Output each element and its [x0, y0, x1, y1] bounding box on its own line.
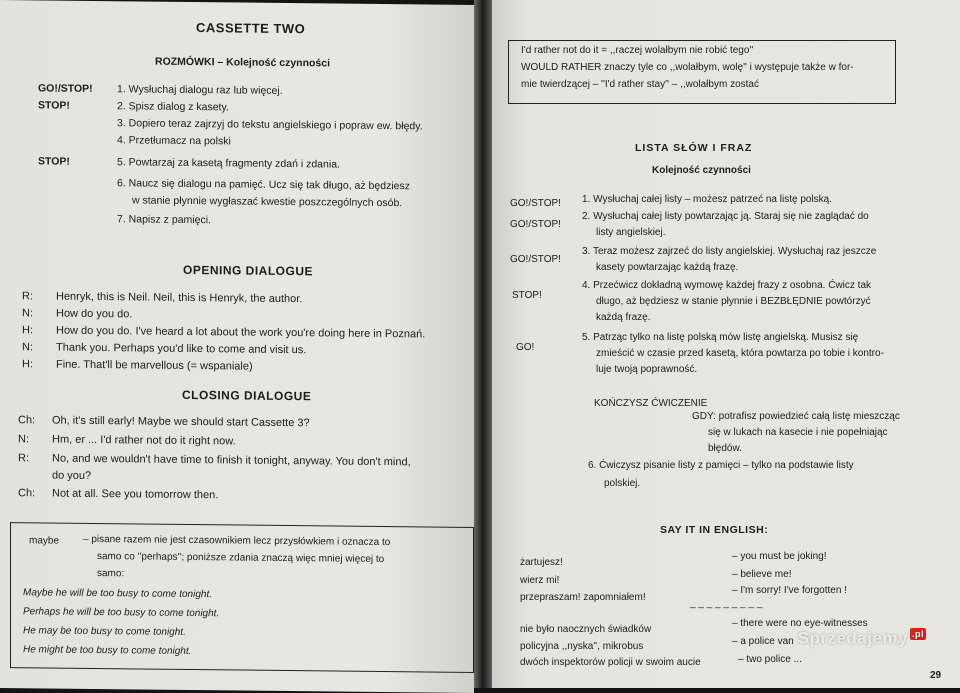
phrase-polish: dwóch inspektorów policji w swoim aucie	[520, 657, 701, 668]
phrase-english: – a police van	[732, 636, 794, 647]
step-text: luje twoją poprawność.	[596, 364, 698, 375]
line-text: How do you do. I've heard a lot about the work you're doing here in Poznań.	[56, 324, 426, 341]
step-text: 2. Wysłuchaj całej listy powtarzając ją. Staraj się nie zaglądać do	[582, 211, 869, 222]
dialogue-line	[22, 307, 132, 320]
closing-dialogue-title: CLOSING DIALOGUE	[182, 387, 312, 404]
phrase-english: – you must be joking!	[732, 551, 827, 562]
example-sentence: Perhaps he will be too busy to come tonight.	[23, 606, 220, 620]
phrase-polish: policyjna ,,nyska'', mikrobus	[520, 641, 644, 652]
dialogue-line	[18, 433, 236, 447]
speaker: H:	[22, 324, 33, 337]
note-text: – pisane razem nie jest czasownikiem lecz przysłówkiem i oznacza to	[83, 533, 391, 549]
note-word: maybe	[29, 535, 60, 547]
book-gutter	[474, 0, 492, 688]
example-sentence: He may be too busy to come tonight.	[23, 625, 186, 638]
speaker: H:	[22, 358, 33, 371]
note-text: I'd rather not do it = ,,raczej wolałbym nie robić tego''	[521, 45, 754, 56]
step-text: kasety powtarzając każdą frazę.	[596, 262, 739, 273]
step-text: każdą frazę.	[596, 312, 651, 323]
step-text: 2. Spisz dialog z kasety.	[117, 100, 229, 114]
watermark-logo	[798, 628, 926, 649]
line-text: No, and we wouldn't have time to finish it tonight, anyway. You don't mind,	[52, 452, 411, 469]
page-title: CASSETTE TWO	[196, 20, 306, 37]
step-text: 4. Przećwicz dokładną wymowę każdej frazy z osobna. Ćwicz tak	[582, 280, 872, 291]
dialogue-line: do you?	[52, 469, 92, 482]
line-text: How do you do.	[56, 307, 133, 321]
right-page	[492, 0, 960, 688]
watermark-badge: .pl	[912, 629, 924, 639]
step-label: STOP!	[38, 99, 70, 112]
phrase-polish: wierz mi!	[520, 575, 560, 586]
step-label: STOP!	[512, 290, 542, 301]
note-text: samo co ''perhaps''; poniższe zdania znaczą więc mniej więcej to	[97, 551, 385, 566]
step-label: GO!/STOP!	[510, 198, 561, 209]
phrase-polish: przepraszam! zapomniałem!	[520, 592, 646, 603]
phrase-english: – I'm sorry! I've forgotten !	[732, 585, 847, 596]
step-text: 3. Teraz możesz zajrzeć do listy angielskiej. Wysłuchaj raz jeszcze	[582, 246, 877, 257]
step-text: w stanie płynnie wygłaszać kwestie poszczególnych osób.	[132, 194, 403, 210]
phrase-polish: żartujesz!	[520, 557, 563, 568]
opening-dialogue-title: OPENING DIALOGUE	[183, 262, 314, 279]
line-text: Hm, er ... I'd rather not do it right now.	[52, 433, 236, 448]
page-number: 29	[930, 670, 942, 681]
line-text: Henryk, this is Neil. Neil, this is Henryk, the author.	[56, 290, 303, 306]
step-label: GO!/STOP!	[510, 219, 561, 230]
dialogue-line	[18, 487, 218, 501]
speaker: N:	[22, 341, 33, 354]
condition-text: błędów.	[708, 443, 742, 454]
step-text: zmieścić w czasie przed kasetą, która powtarza po tobie i kontro-	[596, 348, 884, 359]
step-text: listy angielskiej.	[596, 227, 666, 238]
step-text: 6. Ćwiczysz pisanie listy z pamięci – tylko na podstawie listy	[588, 460, 854, 471]
speaker: Ch:	[18, 487, 36, 500]
phrase-polish: nie było naocznych świadków	[520, 624, 652, 635]
page-title: LISTA SŁÓW I FRAZ	[635, 142, 753, 154]
step-text: 5. Patrząc tylko na listę polską mów listę angielską. Musisz się	[582, 332, 859, 343]
line-text: Thank you. Perhaps you'd like to come and visit us.	[56, 341, 307, 357]
step-label: GO!	[516, 342, 535, 353]
step-label: GO!/STOP!	[510, 254, 561, 265]
step-text: 5. Powtarzaj za kasetą fragmenty zdań i zdania.	[117, 156, 340, 171]
dialogue-line	[22, 358, 253, 372]
left-page	[0, 0, 474, 693]
condition-text: się w lukach na kasecie i nie popełniając	[708, 427, 888, 438]
dialogue-line	[22, 290, 302, 305]
note-box	[10, 522, 474, 673]
step-text: polskiej.	[604, 478, 641, 489]
step-text: 1. Wysłuchaj dialogu raz lub więcej.	[117, 83, 283, 97]
say-it-title: SAY IT IN ENGLISH:	[660, 524, 769, 536]
step-text: 6. Naucz się dialogu na pamięć. Ucz się tak długo, aż będziesz	[117, 177, 410, 193]
example-sentence: Maybe he will be too busy to come tonight.	[23, 587, 212, 601]
phrase-english: – believe me!	[732, 569, 792, 580]
note-text: mie twierdzącej – ''I'd rather stay'' – ,,wolałbym zostać	[521, 79, 759, 90]
section-subtitle: Kolejność czynności	[652, 165, 751, 176]
speaker: Ch:	[18, 414, 36, 427]
finish-heading: KOŃCZYSZ ĆWICZENIE	[594, 398, 708, 409]
phrase-english: – two police ...	[738, 654, 802, 665]
section-subtitle: ROZMÓWKI – Kolejność czynności	[155, 55, 331, 70]
phrase-english: – there were no eye-witnesses	[732, 618, 868, 629]
dialogue-line	[22, 324, 425, 340]
step-label: STOP!	[38, 155, 70, 168]
line-text: Oh, it's still early! Maybe we should start Cassette 3?	[52, 414, 310, 430]
dialogue-line	[18, 414, 310, 429]
step-text: 4. Przetłumacz na polski	[117, 134, 231, 148]
example-sentence: He might be too busy to come tonight.	[23, 644, 192, 658]
step-text: długo, aż będziesz w stanie płynnie i BEZBŁĘDNIE powtórzyć	[596, 296, 871, 307]
speaker: N:	[18, 433, 29, 446]
dialogue-line	[22, 341, 306, 356]
dialogue-line	[18, 452, 411, 468]
note-box	[508, 40, 896, 104]
condition-text: GDY: potrafisz powiedzieć całą listę mieszcząc	[692, 411, 900, 422]
watermark-text: Sprzedajemy	[797, 628, 908, 648]
step-text: 7. Napisz z pamięci.	[117, 213, 211, 227]
speaker: N:	[22, 307, 33, 320]
step-text: 3. Dopiero teraz zajrzyj do tekstu angielskiego i popraw ew. błędy.	[117, 117, 423, 133]
speaker: R:	[22, 290, 33, 303]
line-text: Fine. That'll be marvellous (= wspaniale)	[56, 358, 253, 373]
note-text: WOULD RATHER znaczy tyle co ,,wolałbym, wolę'' i występuje także w for-	[521, 62, 854, 73]
step-text: 1. Wysłuchaj całej listy – możesz patrzeć na listę polską.	[582, 194, 833, 205]
step-label: GO!/STOP!	[38, 82, 93, 95]
speaker: R:	[18, 452, 29, 465]
line-text: Not at all. See you tomorrow then.	[52, 487, 219, 502]
separator: _ _ _ _ _ _ _ _ _	[690, 598, 763, 609]
note-text: samo:	[97, 568, 125, 580]
